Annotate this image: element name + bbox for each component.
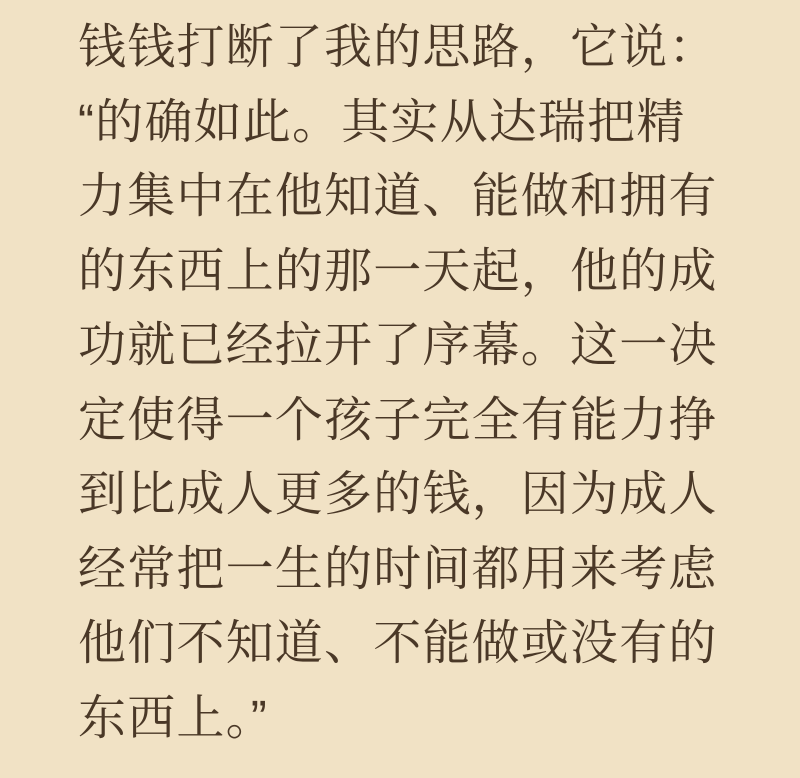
text-line: 功就已经拉开了序幕。这一决 <box>78 319 718 372</box>
text-line: 力集中在他知道、能做和拥有 <box>78 170 718 223</box>
text-line: 定使得一个孩子完全有能力挣 <box>78 393 718 447</box>
text-line: “的确如此。其实从达瑞把精 <box>78 95 686 149</box>
text-line: 的东西上的那一天起，他的成 <box>78 244 718 298</box>
text-line: 东西上。” <box>78 691 268 745</box>
text-line: 经常把一生的时间都用来考虑 <box>78 542 718 596</box>
text-line: 他们不知道、不能做或没有的 <box>78 617 718 670</box>
text-line: 到比成人更多的钱，因为成人 <box>78 468 718 521</box>
text-line: 钱钱打断了我的思路，它说： <box>78 21 718 74</box>
